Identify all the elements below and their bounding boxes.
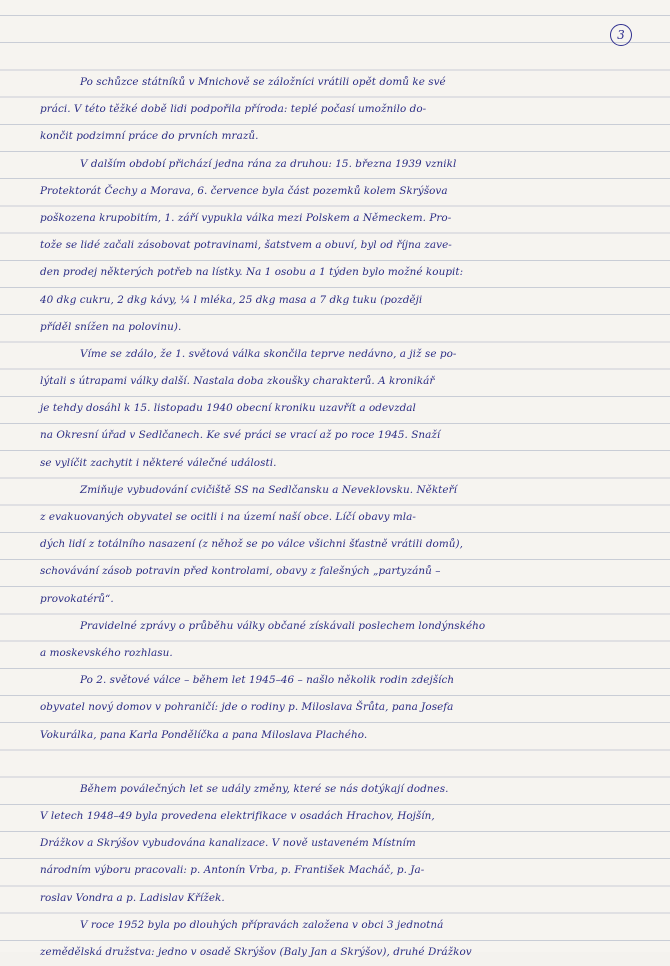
text-line: Víme se zdálo, že 1. světová válka skončila teprve nedávno, a již se po- [80,347,457,360]
text-line: Drážkov a Skrýšov vybudována kanalizace. V nově ustaveném Místním [40,837,416,850]
blank-line [40,749,630,776]
text-line: obyvatel nový domov v pohraničí: jde o rodiny p. Miloslava Šrůta, pana Josefa [40,701,454,714]
text-line: na Okresní úřad v Sedlčanech. Ke své práci se vrací až po roce 1945. Snaží [40,429,441,442]
text-line: zemědělská družstva: jedno v osadě Skrýšov (Baly Jan a Skrýšov), druhé Drážkov [40,946,472,958]
text-line: V letech 1948–49 byla provedena elektrifikace v osadách Hrachov, Hojšín, [40,810,435,823]
text-line: a moskevského rozhlasu. [40,646,173,659]
text-line: příděl snížen na polovinu). [40,320,182,333]
text-line: Po 2. světové válce – během let 1945–46 – našlo několik rodin zdejších [80,674,455,687]
text-line: den prodej některých potřeb na lístky. Na 1 osobu a 1 týden bylo možné koupit: [40,266,464,279]
text-line: se vylíčit zachytit i některé válečné události. [40,456,277,469]
text-line: provokatérů“. [40,592,114,605]
text-line: V roce 1952 byla po dlouhých přípravách založena v obci 3 jednotná [80,918,444,931]
text-line: Během poválečných let se udály změny, které se nás dotýkají dodnes. [80,782,449,795]
text-line: lýtali s útrapami války další. Nastala doba zkoušky charakterů. A kronikář [40,375,435,388]
text-line: V dalším období přichází jedna rána za druhou: 15. března 1939 vznikl [80,157,457,170]
text-line: poškozena krupobitím, 1. září vypukla válka mezi Polskem a Německem. Pro- [40,211,452,224]
text-line: Protektorát Čechy a Morava, 6. července byla část pozemků kolem Skrýšova [40,184,448,197]
text-line: schovávání zásob potravin před kontrolami, obavy z falešných „partyzánů – [40,565,441,578]
handwritten-text [40,69,630,966]
text-line: práci. V této těžké době lidi podpořila příroda: teplé počasí umožnilo do- [40,103,427,116]
text-line: dých lidí z totálního nasazení (z něhož se po válce všichni šťastně vrátili domů), [40,538,463,551]
text-line: národním výboru pracovali: p. Antonín Vrba, p. František Macháč, p. Ja- [40,864,425,877]
text-line: končit podzimní práce do prvních mrazů. [40,130,259,143]
text-line: Zmiňuje vybudování cvičiště SS na Sedlčansku a Neveklovsku. Někteří [80,483,457,496]
text-line: z evakuovaných obyvatel se ocitli i na území naší obce. Líčí obavy mla- [40,511,416,523]
text-line: 40 dkg cukru, 2 dkg kávy, ¼ l mléka, 25 dkg masa a 7 dkg tuku (později [40,293,423,306]
text-line: tože se lidé začali zásobovat potravinami, šatstvem a obuví, byl od října zave- [40,239,452,252]
text-line: roslav Vondra a p. Ladislav Křížek. [40,891,225,904]
text-line: Pravidelné zprávy o průběhu války občané získávali poslechem londýnského [80,619,486,632]
text-line: Po schůzce státníků v Mnichově se záložníci vrátili opět domů ke své [80,76,446,88]
text-line: je tehdy dosáhl k 15. listopadu 1940 obecní kroniku uzavřít a odevzdal [40,402,416,415]
text-line: Vokurálka, pana Karla Pondělíčka a pana Miloslava Plachého. [40,728,368,741]
page-number: 3 [610,24,632,46]
